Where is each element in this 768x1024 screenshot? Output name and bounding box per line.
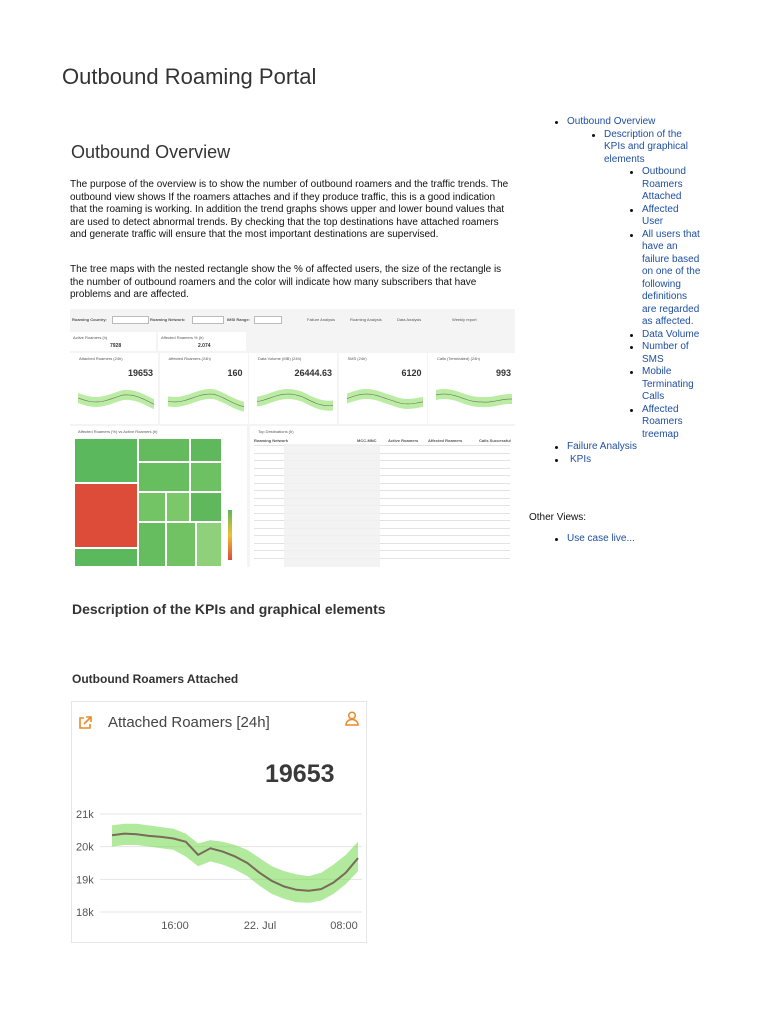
treemap-cell [196,522,222,567]
section-title: Outbound Overview [71,142,231,162]
table-header: Roaming Network [254,438,289,443]
x-tick-label: 22. Jul [243,920,277,932]
kpis-heading: Description of the KPIs and graphical elements [72,601,386,617]
kpi-mini-value: 993 [495,368,511,378]
toc-item-link[interactable]: Affected User [642,203,679,227]
treemap-cell [138,438,190,462]
affected-pct-panel [158,332,246,351]
toc-item[interactable] [642,229,702,329]
external-link-icon[interactable] [78,716,92,730]
toc-item-link[interactable]: Outbound Roamers Attached [642,166,686,202]
treemap-title: Affected Roamers (%) vs Active Roamers (h) [78,429,158,434]
toc-item[interactable] [642,404,702,442]
kpi-mini-sparkline [160,383,248,423]
x-tick-label: 08:00 [330,920,358,932]
other-views-label: Other Views: [529,512,587,523]
kpi-mini-sparkline [428,383,515,423]
affected-pct-label: Affected Roamers % (h) [161,335,204,340]
kpi-mini-panel [160,353,248,424]
kpi-mini-label: Affected Roamers (24h) [168,356,211,361]
kpi-mini-label: Attached Roamers (24h) [79,356,123,361]
filter-country-label: Roaming Country: [72,317,107,322]
data-analysis-button[interactable]: Data Analysis [397,317,422,322]
weekly-report-button[interactable]: Weekly report [452,317,477,322]
kpi-mini-sparkline [339,383,427,423]
treemap-color-scale [228,510,232,560]
active-roamers-value: 7928 [110,343,122,349]
toc-item-link[interactable]: Data Volume [642,328,700,340]
table-header: Active Roamers [388,438,419,443]
kpi-mini-label: Calls (Terminated) (24h) [437,356,480,361]
kpi-mini-sparkline [249,383,337,423]
dashboard-screenshot [70,309,515,567]
kpi-mini-panel [249,353,337,424]
kpi-mini-value: 6120 [401,368,422,378]
toc-item[interactable] [642,166,702,204]
toc-failure-analysis[interactable] [567,441,727,454]
widget-title: Attached Roamers [24h] [108,714,270,731]
treemap-cell [166,522,196,567]
table-blur-overlay [284,444,380,567]
table-header: MCC-MNC [357,438,377,443]
treemap-cell [166,492,190,522]
top-destinations-panel [250,426,515,567]
toc-failure-analysis-link[interactable]: Failure Analysis [567,441,638,452]
toc-kpis[interactable] [567,454,727,467]
treemap-panel [70,426,247,567]
active-roamers-panel [70,332,156,351]
failure-analysis-button[interactable]: Failure Analysis [307,317,336,322]
kpi-mini-band [257,389,333,411]
treemap-cell [190,492,222,522]
kpi-mini-sparkline [70,383,158,423]
treemap-cell [138,492,166,522]
toc-item-link[interactable]: All users that have an failure based on one of the following definitions are regarded as affected. [642,228,701,327]
attached-roamers-chart [72,802,366,942]
toc-item[interactable] [642,341,702,366]
toc-item-link[interactable]: Affected Roamers treemap [642,403,683,440]
kpi-mini-panel [428,353,515,424]
other-view-item[interactable] [567,533,635,546]
overview-paragraph-2: The tree maps with the nested rectangle show the % of affected users, the size of the rectangle is the number of outbound roamers and the color will indicate how many subscribers that have problems and are affected. [70,264,502,300]
affected-pct-value: 2.074 [198,343,211,349]
page-title: Outbound Roaming Portal [62,64,317,89]
dashboard-filter-bar [70,309,515,329]
treemap-cell [138,462,190,492]
filter-imsi-label: IMSI Range: [227,317,250,322]
toc-description[interactable] [604,129,699,442]
y-tick-label: 21k [76,809,94,821]
filter-country-select[interactable] [112,316,149,324]
overview-paragraph-1: The purpose of the overview is to show the number of outbound roamers and the traffic trends. The outbound view shows If the roamers attaches and if they produce traffic, this is a good indication that the roaming is working. In addition the trend graphs shows upper and lower bound values that are used to detect abnormal trends. By checking that the top destinations have attached roamers and generate traffic will ensure that the most important destinations are supervised. [70,179,509,240]
attached-roamers-widget [71,701,367,943]
treemap-cell [138,522,166,567]
table-header: Affected Roamers [428,438,463,443]
y-tick-label: 20k [76,841,94,854]
kpi-mini-band [347,389,423,409]
kpi-mini-panel [70,353,158,424]
filter-network-select[interactable] [192,316,224,324]
kpi-mini-label: Data Volume (MB) (24h) [258,356,302,361]
roaming-analysis-button[interactable]: Roaming Analysis [350,317,382,322]
other-view-link[interactable]: Use case live... [567,533,635,544]
toc-item-link[interactable]: Number of SMS [642,341,689,365]
kpi-mini-band [78,390,154,409]
filter-imsi-select[interactable] [254,316,282,324]
toc-item-link[interactable]: Mobile Terminating Calls [642,366,694,402]
other-views-list [567,533,635,546]
toc-outbound-overview-link[interactable]: Outbound Overview [567,116,656,127]
kpi-mini-band [168,389,244,412]
kpi-mini-panel [339,353,427,424]
kpi-mini-label: SMS (24h) [347,356,367,361]
toc-kpis-link[interactable]: KPIs [570,453,592,465]
treemap-cell [74,438,138,483]
toc-item[interactable] [642,204,702,229]
treemap-cell-highlight [74,483,138,548]
table-header: Calls Successful [479,438,511,443]
treemap-cell [74,548,138,567]
toc-item[interactable] [642,366,702,404]
widget-value: 19653 [265,760,335,788]
y-tick-label: 18k [76,907,94,919]
toc-outbound-overview[interactable] [567,116,727,441]
x-tick-label: 16:00 [161,920,189,932]
attached-heading: Outbound Roamers Attached [72,672,239,686]
user-search-icon[interactable] [344,710,360,726]
treemap-cell [190,438,222,462]
kpi-mini-value: 19653 [127,368,153,378]
top-destinations-title: Top Destinations (h) [258,429,294,434]
toc-description-link[interactable]: Description of the KPIs and graphical elements [604,128,688,165]
kpi-mini-value: 26444.63 [294,368,332,378]
active-roamers-label: Active Roamers (h) [73,335,108,340]
treemap-cell [190,462,222,492]
filter-network-label: Roaming Network: [150,317,186,322]
y-tick-label: 19k [76,874,94,887]
table-of-contents [567,116,727,466]
kpi-mini-band [436,389,512,407]
toc-item[interactable] [642,329,702,342]
kpi-mini-value: 160 [227,368,243,378]
